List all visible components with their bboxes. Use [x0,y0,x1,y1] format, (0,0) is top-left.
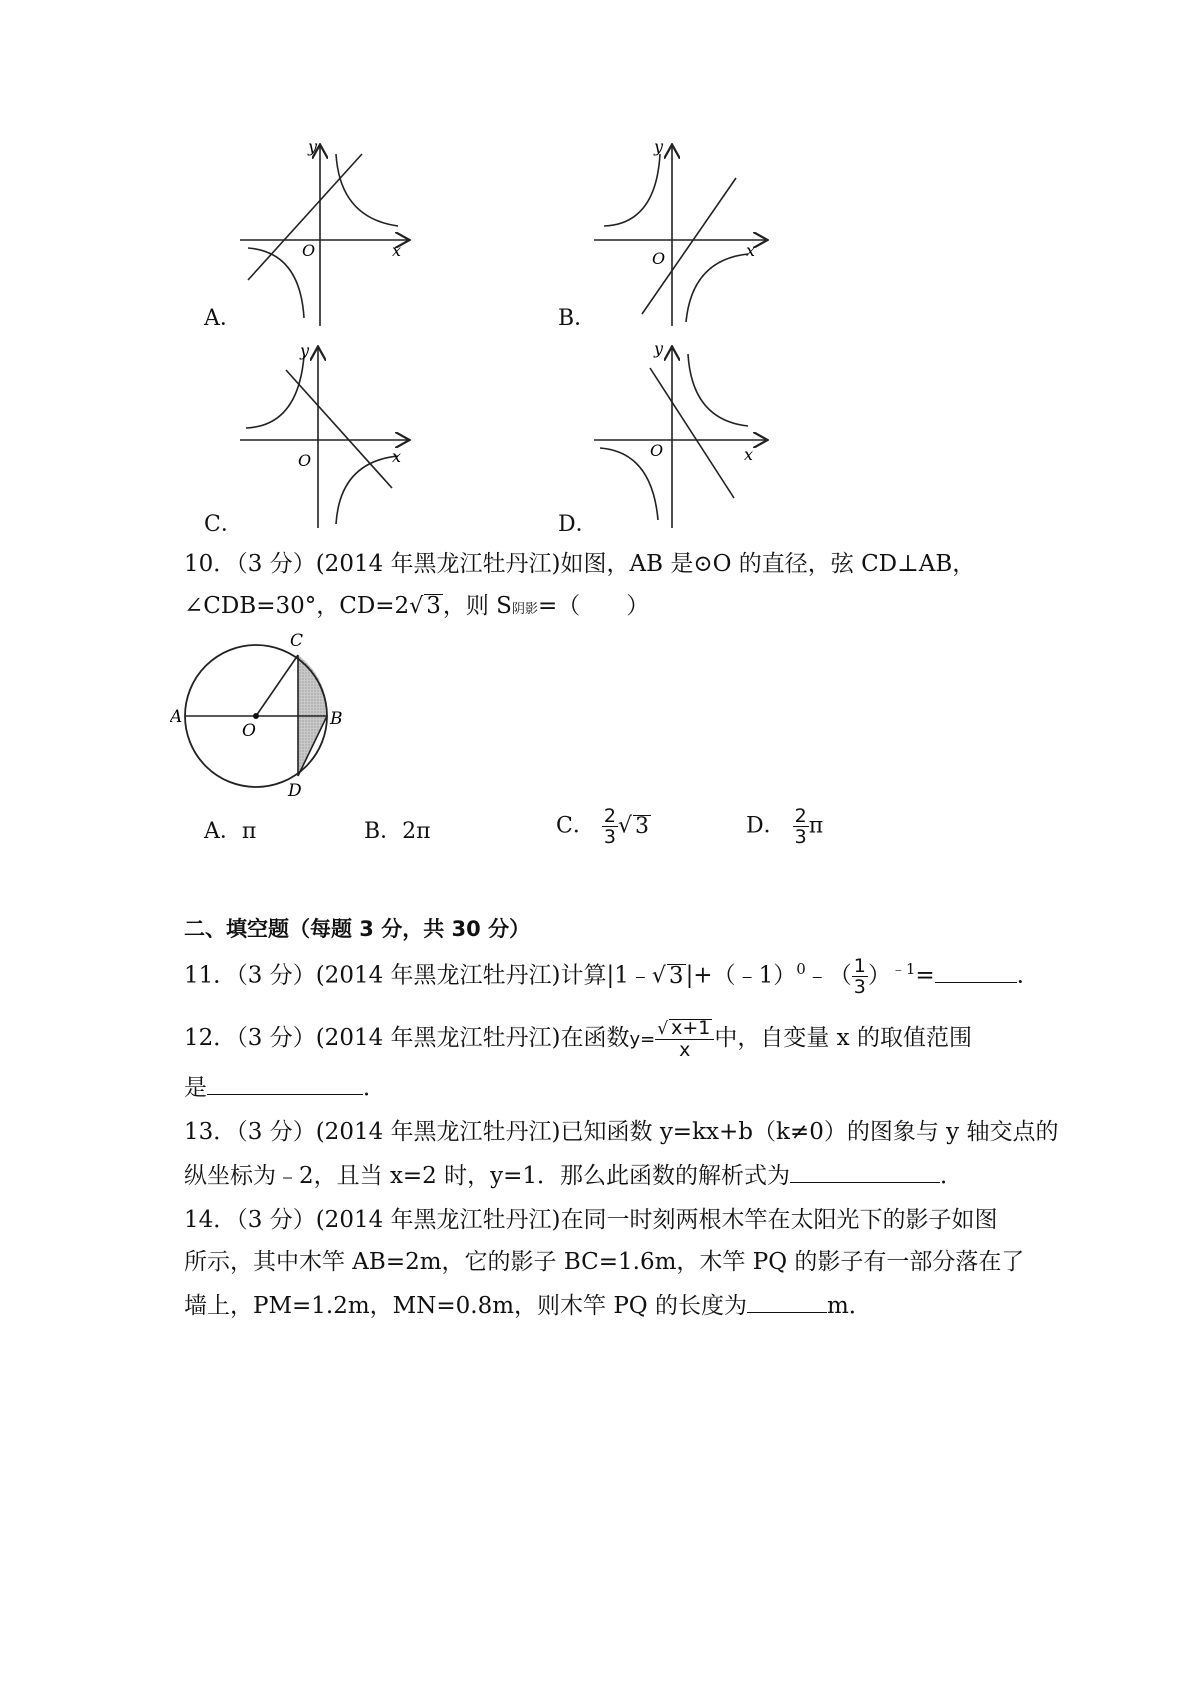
q10-option-b: B．2π [364,819,431,844]
graph-b [588,140,788,330]
answer-blank [935,960,1017,983]
q10-option-d: D． $\frac{2}{3}$ π [746,805,824,848]
point-c-label: C [290,631,304,651]
answer-blank [207,1072,363,1095]
origin-label: O [302,241,316,260]
x-axis-label: x [392,447,402,466]
origin-label: O [298,451,312,470]
q14-line3: 墙上，PM=1.2m，MN=0.8m，则木竿 PQ 的长度为 m． [184,1290,872,1322]
point-a-label: A [170,707,183,727]
x-axis-label: x [746,241,756,260]
x-axis-label: x [392,241,402,260]
point-b-label: B [330,709,343,729]
q9-option-c-label: C． [204,512,243,537]
graph-c [230,342,430,532]
origin-label: O [652,249,666,268]
graph-a [230,140,430,330]
q9-option-d-label: D． [558,512,598,537]
y-axis-label: y [654,140,664,156]
q12-line2: 是 ． [184,1072,386,1104]
fraction: $\frac{√ x+1}{x}$ [655,1018,714,1060]
q13-line1: 13．（3 分）(2014 年黑龙江牡丹江)已知函数 y=kx+b（k≠0）的图象与 y 轴交点的 [184,1119,1059,1145]
q9-option-b-label: B． [558,306,597,331]
q9-option-a-label: A． [204,306,242,331]
q14-line1: 14．（3 分）(2014 年黑龙江牡丹江)在同一时刻两根木竿在太阳光下的影子如图 [184,1207,998,1233]
graph-d [588,342,788,532]
q12-line1: 12．（3 分）(2014 年黑龙江牡丹江)在函数y= $\frac{√ x+1}{x}$ 中，自变量 x 的取值范围 [184,1017,972,1061]
circle-figure [170,630,360,810]
origin-label: O [650,441,664,460]
x-axis-label: x [744,445,754,464]
fraction: $\frac{2}{3}$ [794,805,807,848]
fraction: $\frac{1}{3}$ [853,955,866,998]
q10-option-a: A．π [204,819,257,844]
point-d-label: D [288,781,302,801]
q14-line2: 所示，其中木竿 AB=2m，它的影子 BC=1.6m，木竿 PQ 的影子有一部分落在了 [184,1249,1025,1275]
answer-blank [790,1160,940,1183]
answer-blank [747,1290,827,1313]
y-axis-label: y [654,342,664,358]
center-o-label: O [242,721,256,741]
q10-option-c: C． $\frac{2}{3}$ √ 3 [556,805,649,848]
q11-line: 11．（3 分）(2014 年黑龙江牡丹江)计算|1﹣√ 3|+（﹣1）$^0$﹣（ $\frac{1}{3}$ ）$^{﹣1}$= ． [184,955,1040,998]
section-heading: 二、填空题（每题 3 分，共 30 分） [184,917,531,941]
fraction: $\frac{2}{3}$ [603,805,616,848]
y-axis-label: y [300,342,310,360]
q10-line1: 10．（3 分）(2014 年黑龙江牡丹江)如图，AB 是⊙O 的直径，弦 CD⊥AB， [184,551,976,577]
q10-line2: ∠CDB=30°，CD=2√ 3，则 S阴影=（ ） [184,593,650,619]
sqrt-3: 3 [426,593,441,619]
q13-line2: 纵坐标为﹣2，且当 x=2 时，y=1．那么此函数的解析式为 ． [184,1160,963,1192]
y-axis-label: y [308,140,318,156]
